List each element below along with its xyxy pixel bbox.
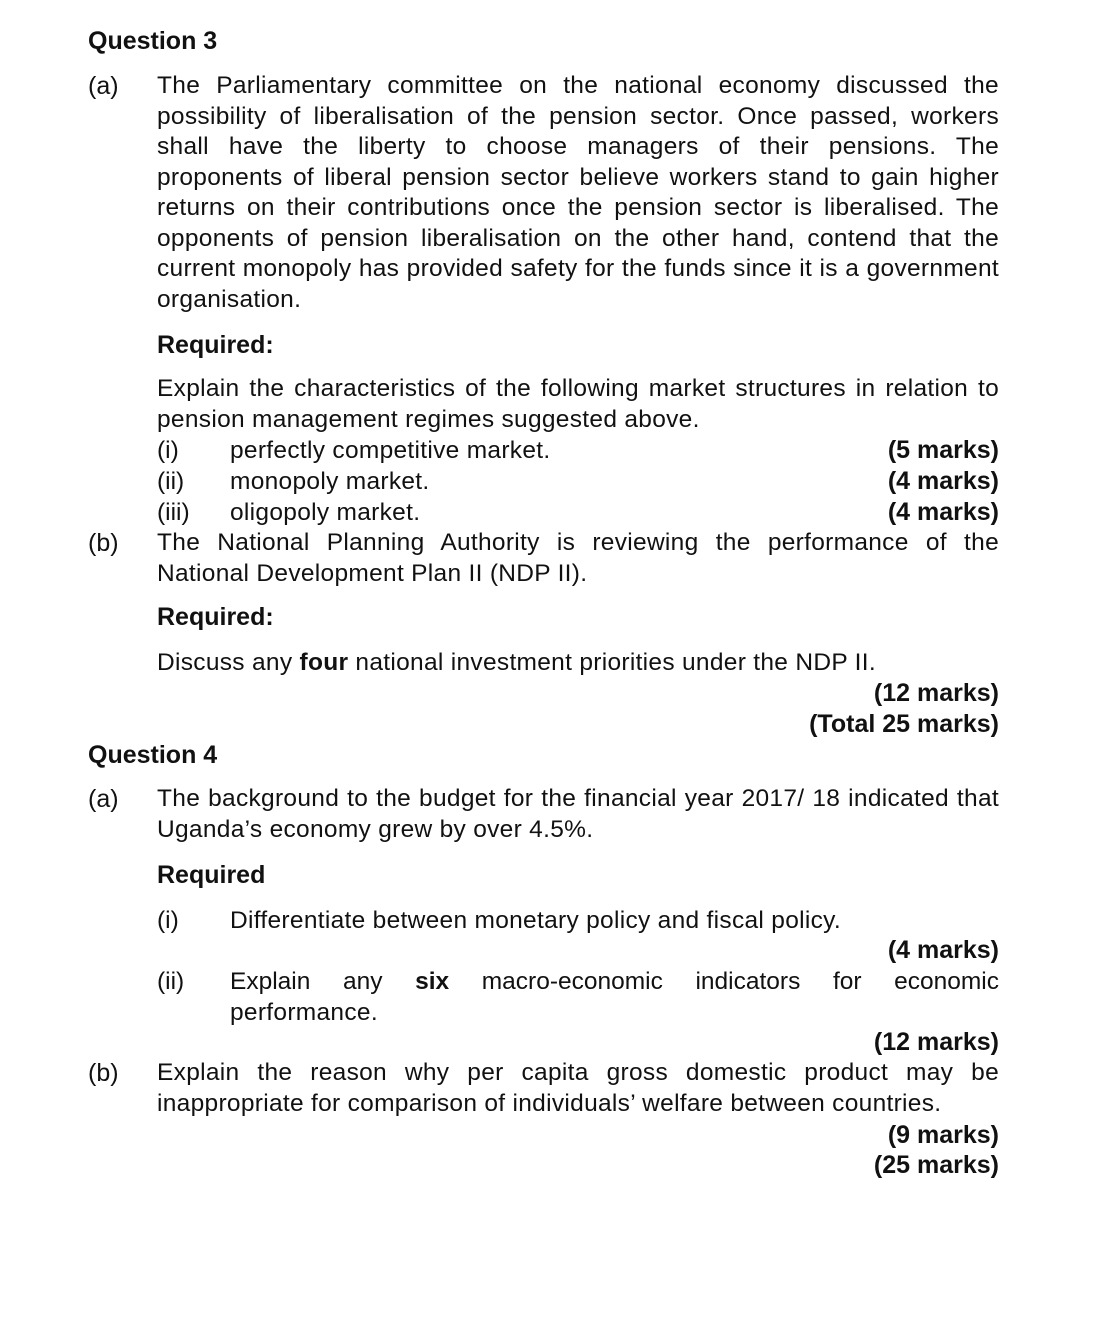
q3-part-a-required-heading: Required:	[157, 331, 274, 359]
q4-item-ii-line-2: performance.	[230, 999, 378, 1026]
q4-item-ii-word-6: for	[832, 968, 862, 995]
q4-item-ii-word-2: any	[342, 968, 383, 995]
q3-part-a-instruction: Explain the characteristics of the following market structures in relation to pension management regimes suggested above.	[157, 375, 999, 433]
q3-part-a-paragraph: The Parliamentary committee on the national economy discussed the possibility of liberalisation of the pension sector. Once passed, workers shall have the liberty to choose managers of their pensions. The proponents of liberal pension sector believe workers stand to gain higher returns on their contributions once the pension sector is liberalised. The opponents of pension liberalisation on the other hand, contend that the current monopoly has provided safety for the funds since it is a government organisation.	[157, 72, 999, 313]
q4-part-a-required-heading: Required	[157, 861, 266, 889]
q3-part-b-instruction-end: national investment priorities under the NDP II.	[348, 649, 876, 676]
q4-total-marks: (25 marks)	[873, 1151, 999, 1179]
q3-item-iii	[157, 497, 999, 528]
q3-part-b-label: (b)	[88, 529, 119, 557]
q3-item-iii-text: oligopoly market.	[230, 499, 421, 526]
q4-item-ii-word-5: indicators	[695, 968, 801, 995]
q4-item-ii-word-1: Explain	[230, 968, 311, 995]
q4-item-ii-word-7: economic	[894, 968, 999, 995]
q3-item-ii	[157, 466, 999, 497]
q3-total-marks: (Total 25 marks)	[809, 710, 999, 738]
q4-item-ii-word-4: macro-economic	[481, 968, 663, 995]
q3-item-i-text: perfectly competitive market.	[230, 437, 551, 464]
q4-part-a-label: (a)	[88, 785, 119, 813]
q4-part-a-paragraph: The background to the budget for the financial year 2017/ 18 indicated that Uganda’s economy grew by over 4.5%.	[157, 785, 999, 843]
q3-item-iii-marks: (4 marks)	[887, 498, 999, 526]
q3-part-b-instruction-keyword: four	[299, 649, 349, 676]
q3-item-iii-number: (iii)	[157, 499, 190, 526]
q4-item-ii-keyword: six	[415, 968, 450, 995]
q3-part-b-required-heading: Required:	[157, 603, 274, 631]
q3-item-ii-number: (ii)	[157, 468, 185, 495]
q4-item-i-text: Differentiate between monetary policy and fiscal policy.	[230, 907, 842, 934]
q3-item-i	[157, 435, 999, 466]
q3-part-b-paragraph: The National Planning Authority is reviewing the performance of the National Development Plan II (NDP II).	[157, 529, 999, 587]
q3-part-b-instruction-start: Discuss any	[157, 649, 300, 676]
q4-part-b-marks: (9 marks)	[887, 1121, 999, 1149]
q4-item-i-marks: (4 marks)	[887, 936, 999, 964]
q3-part-a-label: (a)	[88, 72, 119, 100]
q4-part-b-paragraph: Explain the reason why per capita gross domestic product may be inappropriate for comparison of individuals’ welfare between countries.	[157, 1059, 999, 1117]
q4-item-i-number: (i)	[157, 907, 179, 934]
question-3-title: Question 3	[88, 27, 218, 55]
q4-item-ii-line-1	[230, 966, 999, 997]
question-4-title: Question 4	[88, 741, 218, 769]
q3-item-i-marks: (5 marks)	[887, 436, 999, 464]
q4-part-b-label: (b)	[88, 1059, 119, 1087]
q4-item-ii-marks: (12 marks)	[873, 1028, 999, 1056]
q3-item-ii-text: monopoly market.	[230, 468, 430, 495]
q3-item-i-number: (i)	[157, 437, 179, 464]
q3-item-ii-marks: (4 marks)	[887, 467, 999, 495]
q4-item-ii-number: (ii)	[157, 968, 185, 995]
q3-part-b-marks: (12 marks)	[873, 679, 999, 707]
q3-part-b-instruction	[157, 648, 999, 679]
